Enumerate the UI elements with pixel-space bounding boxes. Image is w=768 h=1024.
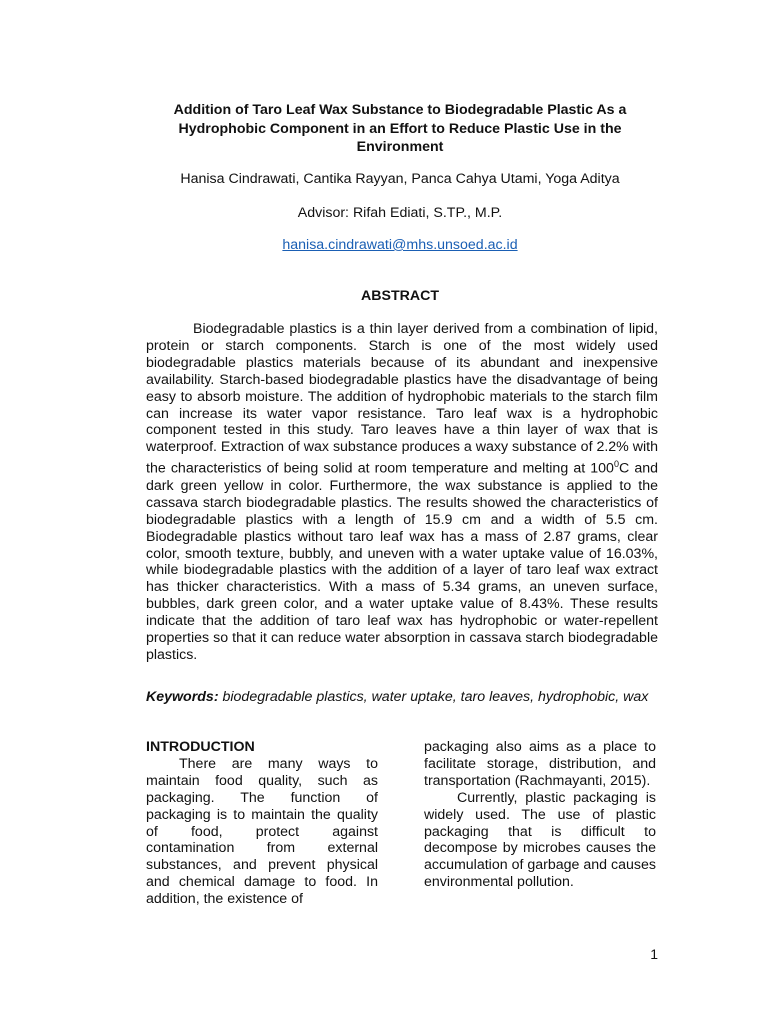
abstract-heading: ABSTRACT	[360, 288, 440, 304]
abstract-text-part1: Biodegradable plastics is a thin layer derived from a combination of lipid, protein or starch components. Starch is one of the most widely used biodegradable plastics materials because of its abundant and inexpensive availability. Starch-based biodegradable plastics have the disadvantage of being easy to absorb moisture. The addition of hydrophobic materials to the starch film can increase its water vapor resistance. Taro leaf wax is a hydrophobic component tested in this study. Taro leaves have a thin layer of wax that is waterproof. Extraction of wax substance produces a waxy substance of 2.2% with the characteristics of being solid at room temperature and melting at 100	[146, 321, 658, 477]
advisor-line: Advisor: Rifah Ediati, S.TP., M.P.	[297, 205, 503, 221]
keywords-line	[146, 689, 658, 707]
author-email	[100, 236, 700, 254]
abstract-text	[146, 321, 658, 664]
introduction-left-column	[146, 739, 378, 908]
author-list: Hanisa Cindrawati, Cantika Rayyan, Panca Cahya Utami, Yoga Aditya	[180, 171, 620, 187]
email-link[interactable]: hanisa.cindrawati@mhs.unsoed.ac.id	[282, 237, 518, 253]
degree-superscript: 0	[613, 459, 619, 470]
keywords-label: Keywords	[146, 689, 214, 705]
paper-title: Addition of Taro Leaf Wax Substance to Biodegradable Plastic As a Hydrophobic Component in an Effort to Reduce Plastic Use in the Environment	[173, 102, 627, 155]
introduction-paragraph-3: Currently, plastic packaging is widely used. The use of plastic packaging that is difficult to decompose by microbes causes the accumulation of garbage and causes environmental pollution.	[424, 789, 656, 891]
introduction-heading: INTRODUCTION	[146, 739, 255, 755]
introduction-right-column	[424, 739, 656, 891]
abstract-text-part2: C and dark green yellow in color. Furthermore, the wax substance is applied to the cassava starch biodegradable plastics. The results showed the characteristics of biodegradable plastics with a length of 15.9 cm and a width of 5.5 cm. Biodegradable plastics without taro leaf wax has a mass of 2.87 grams, clear color, smooth texture, bubbly, and uneven with a water uptake value of 16.03%, while biodegradable plastics with the addition of a layer of taro leaf wax extract has thicker characteristics. With a mass of 5.34 grams, an uneven surface, bubbles, dark green color, and a water uptake value of 8.43%. These results indicate that the addition of taro leaf wax has hydrophobic or water-repellent properties so that it can reduce water absorption in cassava starch biodegradable plastics.	[146, 460, 658, 663]
introduction-paragraph-2: packaging also aims as a place to facilitate storage, distribution, and transportation (Rachmayanti, 2015).	[424, 739, 656, 789]
page-number: 1	[650, 946, 658, 962]
introduction-paragraph-1: There are many ways to maintain food quality, such as packaging. The function of packaging is to maintain the quality of food, protect against contamination from external substances, and prevent physical and chemical damage to food. In addition, the existence of	[146, 755, 378, 908]
keywords-separator: :	[213, 689, 219, 705]
keywords-text: biodegradable plastics, water uptake, taro leaves, hydrophobic, wax	[222, 689, 649, 705]
